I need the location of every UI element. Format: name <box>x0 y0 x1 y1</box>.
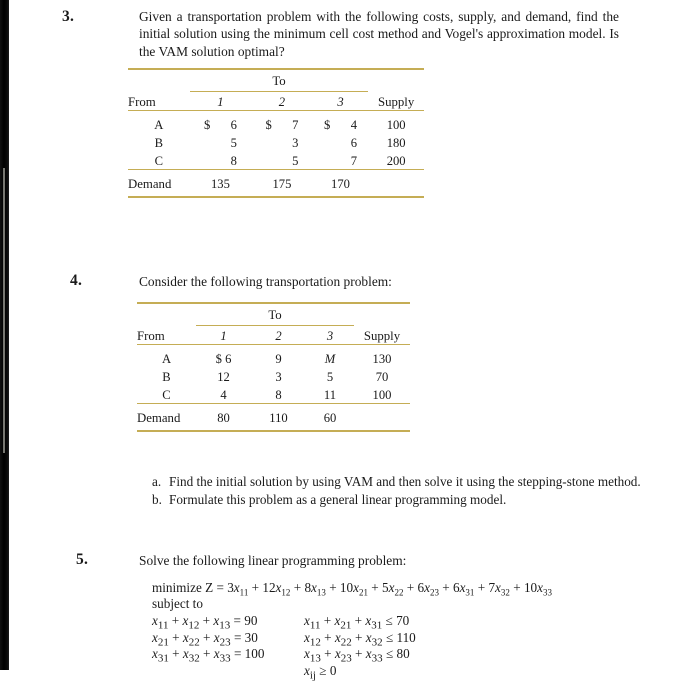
math-term: $x_{12}$ <box>182 613 200 632</box>
table-row <box>128 118 424 133</box>
math-term: $10x_{33}$ <box>523 580 552 598</box>
column-header-supply: Supply <box>363 329 401 343</box>
column-header-1: 1 <box>217 95 224 109</box>
math-term: $12x_{12}$ <box>262 580 291 598</box>
demand-1: 80 <box>217 411 230 425</box>
currency-symbol: $ <box>215 352 222 366</box>
cell-value: 6 <box>225 352 232 366</box>
supply-b: 180 <box>386 136 406 150</box>
column-header-2: 2 <box>275 329 282 343</box>
cell-value: 7 <box>292 118 299 132</box>
currency-symbol: $ <box>265 118 272 132</box>
math-term: $x_{11}$ <box>152 613 169 632</box>
problem-4-number: 4. <box>70 272 83 289</box>
row-label-demand: Demand <box>128 177 172 191</box>
constraint-row: $x_{12} + x_{22} + x_{32} \le 110$ <box>304 629 416 649</box>
problem-4-prompt: Consider the following transportation problem: <box>139 274 392 289</box>
math-term: $x_{12}$ <box>304 629 321 649</box>
problem-3-transportation-table <box>128 68 424 198</box>
table-demand-row <box>137 411 410 426</box>
subitem-a-text: Find the initial solution by using VAM and then solve it using the stepping-stone method. <box>169 474 641 489</box>
column-header-from: From <box>137 329 165 343</box>
math-term: $x_{22}$ <box>182 629 200 649</box>
math-term: $8x_{13}$ <box>304 580 326 598</box>
cell-b-1 <box>190 133 252 151</box>
subitem-b-text: Formulate this problem as a general linear programming model. <box>169 492 507 507</box>
cell-a-3 <box>313 118 369 133</box>
demand-3: 60 <box>323 411 337 425</box>
math-term: $x_{31}$ <box>365 613 383 632</box>
supply-a: 130 <box>372 352 392 366</box>
supply-c: 200 <box>386 154 406 168</box>
math-term: $x_{13}$ <box>213 613 231 632</box>
problem-3-number: 3. <box>62 8 75 25</box>
math-term: $x_{33}$ <box>213 646 231 665</box>
row-label-c: C <box>162 388 171 402</box>
demand-2: 110 <box>269 411 288 425</box>
supply-c: 100 <box>372 388 392 402</box>
math-term: $6x_{23}$ <box>417 580 439 598</box>
objective-terms: $3x_{11} + 12x_{12} + 8x_{13} + 10x_{21} + 5x_{22} + 6x_{23} + 6x_{31} + 7x_{32} + 10x_{33}$ <box>227 580 552 598</box>
group-header-to: To <box>190 74 369 92</box>
table-header-rule-row <box>128 111 424 119</box>
problem-5-prompt: Solve the following linear programming problem: <box>139 553 407 568</box>
cell-value: 7 <box>350 154 357 168</box>
cell-c-1: 4 <box>220 388 227 402</box>
problem-5-number: 5. <box>76 551 89 568</box>
table-column-header-row <box>128 92 424 111</box>
math-term: $x_{33}$ <box>365 646 383 665</box>
problem-5-objective <box>152 580 552 597</box>
table-row <box>137 385 410 404</box>
constraint-row: $x_{11} + x_{12} + x_{13} = 90$ <box>152 613 258 632</box>
cell-c-3 <box>313 151 369 170</box>
problem-5-subject-to: subject to <box>152 596 203 611</box>
cell-b-2: 3 <box>275 370 282 384</box>
cell-b-3: 5 <box>326 370 334 384</box>
column-header-3: 3 <box>326 329 334 343</box>
cell-a-2: 9 <box>275 352 282 366</box>
math-term: $x_{21}$ <box>334 613 352 632</box>
table-bottom-rule-row <box>128 192 424 197</box>
group-header-to: To <box>196 308 354 326</box>
row-label-c: C <box>154 154 164 168</box>
column-header-3: 3 <box>337 95 344 109</box>
math-term: $x_{21}$ <box>152 629 169 649</box>
objective-prefix: minimize Z <box>152 580 214 595</box>
currency-symbol: $ <box>323 118 331 132</box>
constraints-right-column <box>304 613 416 682</box>
table-body-rule-row <box>128 170 424 178</box>
math-term: $x_{31}$ <box>152 646 169 665</box>
math-term: $x_{22}$ <box>334 629 352 649</box>
row-label-a: A <box>161 352 172 366</box>
constraint-row: $x_{ij} \ge 0$ <box>304 662 337 682</box>
table-group-header-row <box>128 74 424 92</box>
math-term: $x_{23}$ <box>213 629 231 649</box>
math-term: $x_{32}$ <box>182 646 200 665</box>
math-term: $x_{13}$ <box>304 646 321 665</box>
math-term: $6x_{31}$ <box>452 580 475 598</box>
cell-c-2: 8 <box>275 388 282 402</box>
cell-b-1: 12 <box>217 370 230 384</box>
table-body-rule-row <box>137 404 410 412</box>
cell-b-3 <box>313 133 369 151</box>
supply-a: 100 <box>386 118 406 132</box>
cell-value: 6 <box>350 136 357 150</box>
math-term: $10x_{21}$ <box>339 580 368 598</box>
cell-a-1 <box>190 118 252 133</box>
cell-a-3: M <box>324 352 336 366</box>
cell-c-1 <box>190 151 252 170</box>
cell-value: 5 <box>230 136 237 150</box>
row-label-b: B <box>162 370 171 384</box>
column-header-from: From <box>128 95 156 109</box>
subitem-a-label: a. <box>152 474 162 489</box>
cell-value: 5 <box>292 154 299 168</box>
constraint-row: $x_{31} + x_{32} + x_{33} = 100$ <box>152 646 265 665</box>
cell-a-1 <box>196 352 251 367</box>
table-row <box>137 367 410 385</box>
row-label-a: A <box>154 118 164 132</box>
math-term: $7x_{32}$ <box>488 580 510 598</box>
table-header-rule-row <box>137 345 410 353</box>
table-column-header-row <box>137 326 410 345</box>
math-term: $x_{32}$ <box>365 629 383 649</box>
row-label-b: B <box>154 136 164 150</box>
math-term: $x_{ij}$ <box>304 662 316 682</box>
cell-value: 4 <box>350 118 357 132</box>
row-label-demand: Demand <box>137 411 181 425</box>
table-demand-row <box>128 177 424 192</box>
constraint-row: $x_{11} + x_{21} + x_{31} \le 70$ <box>304 613 410 632</box>
constraint-row: $x_{21} + x_{22} + x_{23} = 30$ <box>152 629 258 649</box>
column-header-supply: Supply <box>378 95 415 109</box>
cell-value: 8 <box>230 154 237 168</box>
problem-4-transportation-table <box>137 302 410 432</box>
demand-3: 170 <box>331 177 350 191</box>
math-term: $x_{23}$ <box>334 646 352 665</box>
column-header-1: 1 <box>220 329 227 343</box>
constraints-left-column <box>152 613 264 663</box>
constraint-row: $x_{13} + x_{23} + x_{33} \le 80$ <box>304 646 410 665</box>
table-row <box>128 151 424 170</box>
table-bottom-rule-row <box>137 426 410 431</box>
cell-c-2 <box>251 151 313 170</box>
table-group-header-row <box>137 308 410 326</box>
currency-symbol: $ <box>203 118 211 132</box>
cell-b-2 <box>251 133 313 151</box>
math-term: $3x_{11}$ <box>227 580 249 598</box>
cell-value: 6 <box>230 118 237 132</box>
column-header-2: 2 <box>278 95 286 109</box>
cell-c-3: 11 <box>323 388 337 402</box>
math-term: $x_{11}$ <box>304 613 321 632</box>
cell-value: 3 <box>292 136 299 150</box>
table-row <box>137 352 410 367</box>
problem-3-prompt: Given a transportation problem with the following costs, supply, and demand, find the initial solution using the minimum cell cost method and Vogel's approximation model. Is the VAM solution optimal? <box>139 9 619 59</box>
math-term: $5x_{22}$ <box>382 580 404 598</box>
demand-2: 175 <box>272 177 292 191</box>
demand-1: 135 <box>210 177 230 191</box>
objective-equals: = <box>216 580 224 595</box>
supply-b: 70 <box>375 370 389 384</box>
cell-a-2 <box>251 118 313 133</box>
table-row <box>128 133 424 151</box>
subitem-b-label: b. <box>152 492 162 507</box>
